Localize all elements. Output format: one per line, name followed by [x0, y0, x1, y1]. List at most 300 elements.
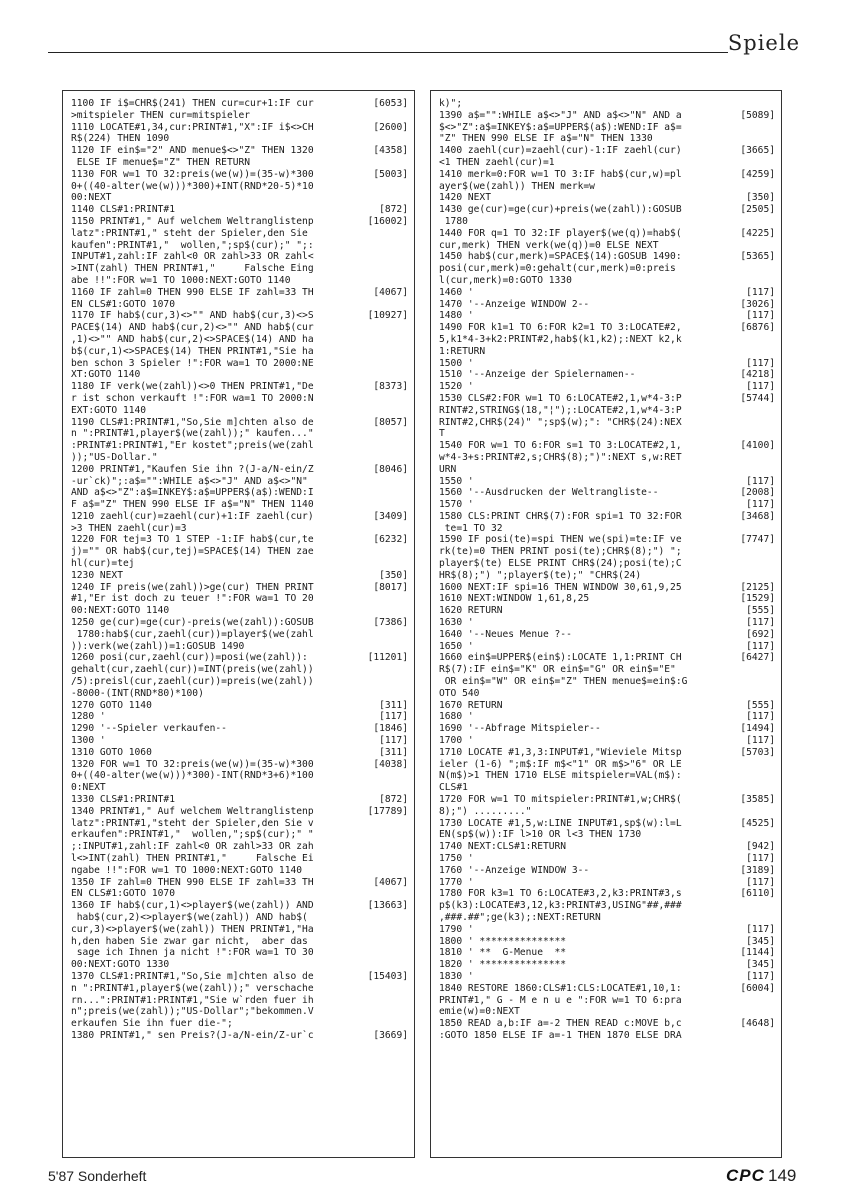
code-line: [439, 192, 775, 204]
code-text: w*4-3+s:PRINT#2,s;CHR$(8);")":NEXT s,w:RET: [439, 451, 682, 463]
code-line: [71, 228, 408, 240]
checksum: [1144]: [740, 947, 775, 959]
checksum: [350]: [746, 192, 775, 204]
code-text: ayer$(we(zahl)) THEN merk=w: [439, 180, 595, 192]
code-text: 1200 PRINT#1,"Kaufen Sie ihn ?(J-a/N-ein/Z: [71, 463, 314, 475]
code-text: kaufen":PRINT#1," wollen,";sp$(cur);" ";:: [71, 239, 314, 251]
code-text: OR ein$="W" OR ein$="Z" THEN menue$=ein$:G: [439, 676, 688, 688]
code-line: [439, 558, 775, 570]
code-line: [71, 263, 408, 275]
code-text: emie(w)=0:NEXT: [439, 1006, 520, 1018]
checksum: [942]: [746, 841, 775, 853]
code-line: [71, 558, 408, 570]
code-line: [71, 369, 408, 381]
code-line: [71, 251, 408, 263]
code-text: l(cur,merk)=0:GOTO 1330: [439, 274, 572, 286]
code-text: 1650 ': [439, 640, 474, 652]
code-text: ));"US-Dollar.": [71, 451, 158, 463]
code-line: [439, 770, 775, 782]
code-text: 1190 CLS#1:PRINT#1,"So,Sie m]chten also de: [71, 416, 314, 428]
code-text: EN CLS#1:GOTO 1070: [71, 298, 175, 310]
code-text: >INT(zahl) THEN PRINT#1," Falsche Eing: [71, 263, 314, 275]
code-text: EN(sp$(w)):IF l>10 OR l<3 THEN 1730: [439, 829, 642, 841]
code-line: [71, 428, 408, 440]
code-text: OTO 540: [439, 687, 480, 699]
code-text: sage ich Ihnen ja nicht !":FOR wa=1 TO 30: [71, 947, 314, 959]
code-line: [439, 157, 775, 169]
code-line: [71, 652, 408, 664]
code-text: 1310 GOTO 1060: [71, 746, 152, 758]
checksum: [5744]: [740, 392, 775, 404]
checksum: [6110]: [740, 888, 775, 900]
checksum: [4225]: [740, 227, 775, 239]
code-text: 1760 '--Anzeige WINDOW 3--: [439, 864, 590, 876]
code-text: 1500 ': [439, 357, 474, 369]
code-line: [71, 181, 408, 193]
code-line: [439, 818, 775, 830]
code-line: [71, 700, 408, 712]
code-line: [439, 275, 775, 287]
code-text: 1220 FOR tej=3 TO 1 STEP -1:IF hab$(cur,te: [71, 534, 314, 546]
checksum: [4525]: [740, 817, 775, 829]
checksum: [1494]: [740, 723, 775, 735]
code-text: -ur`ck)";:a$="":WHILE a$<>"J" AND a$<>"N": [71, 475, 308, 487]
code-line: [439, 582, 775, 594]
code-line: [439, 747, 775, 759]
code-line: [439, 782, 775, 794]
code-line: [439, 523, 775, 535]
code-line: [439, 912, 775, 924]
code-text: j)="" OR hab$(cur,tej)=SPACE$(14) THEN zae: [71, 546, 314, 558]
code-line: [439, 652, 775, 664]
code-line: [71, 983, 408, 995]
code-line: [71, 1030, 408, 1042]
code-text: 1470 '--Anzeige WINDOW 2--: [439, 298, 590, 310]
code-line: [439, 888, 775, 900]
code-line: [71, 204, 408, 216]
code-line: [71, 322, 408, 334]
code-text: 1290 '--Spieler verkaufen--: [71, 723, 227, 735]
code-text: RINT#2,STRING$(18,"¦");:LOCATE#2,1,w*4-3:P: [439, 404, 682, 416]
code-line: [439, 900, 775, 912]
checksum: [872]: [379, 794, 408, 806]
code-text: p$(k3):LOCATE#3,12,k3:PRINT#3,USING"##,###: [439, 900, 682, 912]
code-line: [71, 440, 408, 452]
code-text: -8000-(INT(RND*80)*100): [71, 687, 204, 699]
code-line: [439, 735, 775, 747]
code-line: [439, 251, 775, 263]
code-text: 1590 IF posi(te)=spi THEN we(spi)=te:IF ve: [439, 534, 682, 546]
code-text: latz":PRINT#1," steht der Spieler,den Sie: [71, 227, 308, 239]
code-text: 1390 a$="":WHILE a$<>"J" AND a$<>"N" AND a: [439, 109, 682, 121]
code-line: [439, 983, 775, 995]
code-line: [71, 593, 408, 605]
code-line: [439, 1030, 775, 1042]
code-text: 00:NEXT: [71, 192, 112, 204]
code-text: 1510 '--Anzeige der Spielernamen--: [439, 369, 636, 381]
code-line: [439, 629, 775, 641]
code-text: 1480 ': [439, 310, 474, 322]
code-text: ,###.##";ge(k3);:NEXT:RETURN: [439, 911, 601, 923]
code-line: [71, 605, 408, 617]
checksum: [117]: [746, 310, 775, 322]
code-line: [71, 110, 408, 122]
code-line: [439, 487, 775, 499]
checksum: [17789]: [367, 805, 408, 817]
code-text: 1690 '--Abfrage Mitspieler--: [439, 723, 601, 735]
code-text: hab$(cur,2)<>player$(we(zahl)) AND hab$(: [71, 911, 308, 923]
code-line: [71, 310, 408, 322]
code-text: 1680 ': [439, 711, 474, 723]
code-text: EXT:GOTO 1140: [71, 404, 147, 416]
code-line: [71, 664, 408, 676]
code-text: 1450 hab$(cur,merk)=SPACE$(14):GOSUB 1490:: [439, 251, 682, 263]
code-text: 1400 zaehl(cur)=zaehl(cur)-1:IF zaehl(cur): [439, 145, 682, 157]
code-text: 1750 ': [439, 853, 474, 864]
checksum: [7747]: [740, 534, 775, 546]
code-line: [71, 334, 408, 346]
code-text: :GOTO 1850 ELSE IF a=-1 THEN 1870 ELSE DRA: [439, 1029, 682, 1041]
code-line: [439, 700, 775, 712]
code-line: [439, 711, 775, 723]
checksum: [13663]: [367, 900, 408, 912]
code-line: [439, 322, 775, 334]
code-text: 1810 ' ** G-Menue **: [439, 947, 567, 959]
code-line: [439, 299, 775, 311]
code-text: AND a$<>"Z":a$=INKEY$:a$=UPPER$(a$):WEND:I: [71, 487, 314, 499]
code-text: 1260 posi(cur,zaehl(cur))=posi(we(zahl)):: [71, 652, 308, 664]
checksum: [6004]: [740, 982, 775, 994]
code-text: ,1)<>"" AND hab$(cur,2)<>SPACE$(14) AND ha: [71, 333, 314, 345]
code-text: 1380 PRINT#1," sen Preis?(J-a/N-ein/Z-ur`c: [71, 1029, 314, 1041]
page-number: 149: [768, 1166, 797, 1185]
code-text: 1670 RETURN: [439, 699, 503, 711]
code-line: [71, 157, 408, 169]
checksum: [692]: [746, 628, 775, 640]
checksum: [5003]: [373, 168, 408, 180]
code-line: [439, 1006, 775, 1018]
code-text: latz":PRINT#1,"steht der Spieler,den Sie v: [71, 817, 314, 829]
code-text: ELSE IF menue$="Z" THEN RETURN: [71, 156, 251, 168]
code-line: [439, 593, 775, 605]
code-text: posi(cur,merk)=0:gehalt(cur,merk)=0:preis: [439, 263, 676, 275]
checksum: [4358]: [373, 145, 408, 157]
code-text: h,den haben Sie zwar gar nicht, aber das: [71, 935, 308, 947]
code-line: [71, 169, 408, 181]
checksum: [3665]: [740, 145, 775, 157]
code-line: [439, 759, 775, 771]
code-line: [71, 499, 408, 511]
code-text: cur,3)<>player$(we(zahl)) THEN PRINT#1,"Ha: [71, 923, 314, 935]
checksum: [2505]: [740, 204, 775, 216]
code-text: :PRINT#1:PRINT#1,"Er kostet";preis(we(zahl: [71, 440, 314, 452]
code-line: [71, 617, 408, 629]
checksum: [3468]: [740, 510, 775, 522]
checksum: [8057]: [373, 416, 408, 428]
code-text: 1410 merk=0:FOR w=1 TO 3:IF hab$(cur,w)=pl: [439, 168, 682, 180]
code-text: cur,merk) THEN verk(we(q))=0 ELSE NEXT: [439, 239, 659, 251]
code-text: 1740 NEXT:CLS#1:RETURN: [439, 841, 567, 853]
code-text: 1780:hab$(cur,zaehl(cur))=player$(we(zahl: [71, 628, 314, 640]
code-text: 1540 FOR w=1 TO 6:FOR s=1 TO 3:LOCATE#2,1,: [439, 440, 682, 452]
code-line: [439, 1018, 775, 1030]
code-text: 1180 IF verk(we(zahl))<>0 THEN PRINT#1,"De: [71, 381, 314, 393]
code-text: erkaufen Sie ihn fuer die-";: [71, 1018, 233, 1030]
code-line: [71, 995, 408, 1007]
code-line: [71, 877, 408, 889]
code-line: [71, 770, 408, 782]
code-line: [439, 393, 775, 405]
code-line: [71, 1018, 408, 1030]
code-line: [439, 806, 775, 818]
code-line: [71, 818, 408, 830]
code-line: [71, 546, 408, 558]
checksum: [3189]: [740, 864, 775, 876]
code-text: 1600 NEXT:IF spi=16 THEN WINDOW 30,61,9,25: [439, 581, 682, 593]
checksum: [3409]: [373, 510, 408, 522]
code-text: 1800 ' ***************: [439, 935, 567, 947]
code-text: 1630 ': [439, 617, 474, 629]
code-text: 00:NEXT:GOTO 1140: [71, 605, 170, 617]
code-line: [439, 617, 775, 629]
checksum: [1846]: [373, 723, 408, 735]
code-text: >mitspieler THEN cur=mitspieler: [71, 109, 251, 121]
code-line: [439, 417, 775, 429]
code-line: [71, 381, 408, 393]
code-line: [439, 924, 775, 936]
checksum: [8046]: [373, 463, 408, 475]
code-text: T: [439, 428, 445, 440]
code-line: [439, 110, 775, 122]
checksum: [6232]: [373, 534, 408, 546]
code-text: 1270 GOTO 1140: [71, 699, 152, 711]
code-line: [71, 570, 408, 582]
code-line: [71, 947, 408, 959]
code-line: [439, 216, 775, 228]
code-line: [71, 806, 408, 818]
checksum: [2125]: [740, 581, 775, 593]
code-text: k)";: [439, 98, 463, 109]
code-text: 1720 FOR w=1 TO mitspieler:PRINT#1,w;CHR$(: [439, 794, 682, 806]
code-text: 1820 ' ***************: [439, 959, 567, 971]
checksum: [2600]: [373, 121, 408, 133]
code-text: ben schon 3 Spieler !":FOR wa=1 TO 2000:NE: [71, 357, 314, 369]
code-line: [439, 369, 775, 381]
code-text: 1570 ': [439, 499, 474, 511]
code-line: [439, 865, 775, 877]
checksum: [117]: [746, 499, 775, 511]
code-line: [71, 534, 408, 546]
checksum: [3026]: [740, 298, 775, 310]
code-line: [439, 877, 775, 889]
code-line: [439, 476, 775, 488]
code-text: 1830 ': [439, 970, 474, 982]
code-text: )):verk(we(zahl))=1:GOSUB 1490: [71, 640, 245, 652]
checksum: [3669]: [373, 1029, 408, 1041]
code-text: ngabe !!":FOR w=1 TO 1000:NEXT:GOTO 1140: [71, 864, 303, 876]
code-line: [439, 405, 775, 417]
code-text: 1110 LOCATE#1,34,cur:PRINT#1,"X":IF i$<>CH: [71, 121, 314, 133]
checksum: [16002]: [367, 215, 408, 227]
checksum: [117]: [746, 735, 775, 747]
checksum: [2008]: [740, 487, 775, 499]
checksum: [6427]: [740, 652, 775, 664]
checksum: [8373]: [373, 381, 408, 393]
code-text: 1350 IF zahl=0 THEN 990 ELSE IF zahl=33 TH: [71, 876, 314, 888]
code-line: [71, 452, 408, 464]
code-text: n ":PRINT#1,player$(we(zahl));" verschache: [71, 982, 314, 994]
checksum: [117]: [746, 711, 775, 723]
code-line: [71, 711, 408, 723]
checksum: [11201]: [367, 652, 408, 664]
code-text: hl(cur)=tej: [71, 558, 135, 570]
code-text: 1840 RESTORE 1860:CLS#1:CLS:LOCATE#1,10,1:: [439, 982, 682, 994]
code-text: RINT#2,CHR$(24)" ";sp$(w);": "CHR$(24):NEX: [439, 416, 682, 428]
code-text: ;:INPUT#1,zahl:IF zahl<0 OR zahl>33 OR zah: [71, 841, 314, 853]
code-line: [439, 936, 775, 948]
code-line: [439, 499, 775, 511]
code-text: 1140 CLS#1:PRINT#1: [71, 204, 175, 216]
code-text: 1280 ': [71, 711, 106, 723]
checksum: [345]: [746, 959, 775, 971]
code-line: [71, 417, 408, 429]
issue-label: 5'87 Sonderheft: [48, 1168, 147, 1184]
code-line: [71, 216, 408, 228]
code-line: [71, 133, 408, 145]
checksum: [4259]: [740, 168, 775, 180]
code-line: [71, 145, 408, 157]
code-line: [71, 346, 408, 358]
code-text: 1160 IF zahl=0 THEN 990 ELSE IF zahl=33 TH: [71, 286, 314, 298]
code-line: [439, 546, 775, 558]
code-line: [71, 829, 408, 841]
code-line: [71, 641, 408, 653]
listing-column-left: [62, 90, 415, 1158]
code-line: [71, 912, 408, 924]
code-text: <1 THEN zaehl(cur)=1: [439, 156, 555, 168]
magazine-logo: CPC: [726, 1166, 765, 1185]
code-text: b$(cur,1)<>SPACE$(14) THEN PRINT#1,"Sie ha: [71, 345, 314, 357]
code-line: [71, 723, 408, 735]
code-text: EN CLS#1:GOTO 1070: [71, 888, 175, 900]
code-line: [439, 204, 775, 216]
checksum: [3585]: [740, 794, 775, 806]
code-text: 1:RETURN: [439, 345, 486, 357]
checksum: [117]: [746, 357, 775, 369]
code-text: 1560 '--Ausdrucken der Weltrangliste--: [439, 487, 659, 499]
code-line: [71, 122, 408, 134]
code-text: 1790 ': [439, 923, 474, 935]
listing-column-right: [430, 90, 782, 1158]
code-text: 1360 IF hab$(cur,1)<>player$(we(zahl)) AND: [71, 900, 314, 912]
code-text: 0:NEXT: [71, 782, 106, 794]
code-line: [71, 794, 408, 806]
code-text: gehalt(cur,zaehl(cur))=INT(preis(we(zahl)): [71, 664, 314, 676]
code-line: [439, 570, 775, 582]
checksum: [117]: [746, 617, 775, 629]
code-line: [439, 841, 775, 853]
code-text: 1850 READ a,b:IF a=-2 THEN READ c:MOVE b,c: [439, 1018, 682, 1030]
code-line: [71, 971, 408, 983]
code-text: abe !!":FOR w=1 TO 1000:NEXT:GOTO 1140: [71, 274, 291, 286]
code-text: 1640 '--Neues Menue ?--: [439, 628, 572, 640]
checksum: [117]: [746, 853, 775, 864]
code-text: erkaufen":PRINT#1," wollen,";sp$(cur);" ": [71, 829, 314, 841]
checksum: [117]: [746, 381, 775, 393]
code-line: [439, 334, 775, 346]
code-text: 1120 IF ein$="2" AND menue$<>"Z" THEN 1320: [71, 145, 314, 157]
code-text: 1300 ': [71, 735, 106, 747]
code-text: 1210 zaehl(cur)=zaehl(cur)+1:IF zaehl(cur): [71, 510, 314, 522]
code-line: [71, 582, 408, 594]
checksum: [8017]: [373, 581, 408, 593]
checksum: [5703]: [740, 746, 775, 758]
code-text: URN: [439, 463, 457, 475]
checksum: [350]: [379, 569, 408, 581]
code-line: [71, 853, 408, 865]
code-text: 1770 ': [439, 876, 474, 888]
checksum: [117]: [746, 876, 775, 888]
code-line: [439, 853, 775, 865]
code-text: 1620 RETURN: [439, 605, 503, 617]
code-line: [71, 900, 408, 912]
code-text: 0+((40-alter(we(w)))*300)+INT(RND*20-5)*10: [71, 180, 314, 192]
code-text: "Z" THEN 990 ELSE IF a$="N" THEN 1330: [439, 133, 653, 145]
code-text: PRINT#1," G - M e n u e ":FOR w=1 TO 6:pra: [439, 994, 682, 1006]
code-line: [71, 688, 408, 700]
code-text: 1520 ': [439, 381, 474, 393]
code-text: R$(7):IF ein$="K" OR ein$="G" OR ein$="E": [439, 664, 676, 676]
code-text: 1700 ': [439, 735, 474, 747]
code-line: [71, 275, 408, 287]
code-text: ieler (1-6) ";m$:IF m$<"1" OR m$>"6" OR LE: [439, 758, 682, 770]
checksum: [5365]: [740, 251, 775, 263]
code-text: n ":PRINT#1,player$(we(zahl));" kaufen...": [71, 428, 314, 440]
code-line: [439, 98, 775, 110]
code-line: [439, 440, 775, 452]
code-text: rk(te)=0 THEN PRINT posi(te);CHR$(8);") ";: [439, 546, 682, 558]
code-text: r ist schon verkauft !":FOR wa=1 TO 2000:N: [71, 392, 314, 404]
code-line: [71, 393, 408, 405]
code-text: n";preis(we(zahl));"US-Dollar";"bekommen.V: [71, 1006, 314, 1018]
code-line: [71, 299, 408, 311]
code-text: 1340 PRINT#1," Auf welchem Weltranglistenp: [71, 805, 314, 817]
code-text: 1710 LOCATE #1,3,3:INPUT#1,"Wieviele Mitsp: [439, 746, 682, 758]
code-line: [71, 959, 408, 971]
checksum: [117]: [746, 286, 775, 298]
code-line: [439, 723, 775, 735]
checksum: [6876]: [740, 322, 775, 334]
code-text: 1100 IF i$=CHR$(241) THEN cur=cur+1:IF cur: [71, 98, 314, 109]
code-line: [71, 924, 408, 936]
code-line: [439, 346, 775, 358]
code-line: [71, 735, 408, 747]
code-line: [439, 947, 775, 959]
code-line: [439, 464, 775, 476]
code-line: [71, 841, 408, 853]
code-text: 1780: [439, 215, 468, 227]
code-text: 1370 CLS#1:PRINT#1,"So,Sie m]chten also de: [71, 970, 314, 982]
code-line: [439, 794, 775, 806]
checksum: [7386]: [373, 617, 408, 629]
code-line: [71, 523, 408, 535]
code-line: [71, 405, 408, 417]
checksum: [4648]: [740, 1018, 775, 1030]
code-line: [71, 511, 408, 523]
checksum: [117]: [746, 640, 775, 652]
code-line: [439, 971, 775, 983]
code-text: 8);") .........": [439, 805, 532, 817]
